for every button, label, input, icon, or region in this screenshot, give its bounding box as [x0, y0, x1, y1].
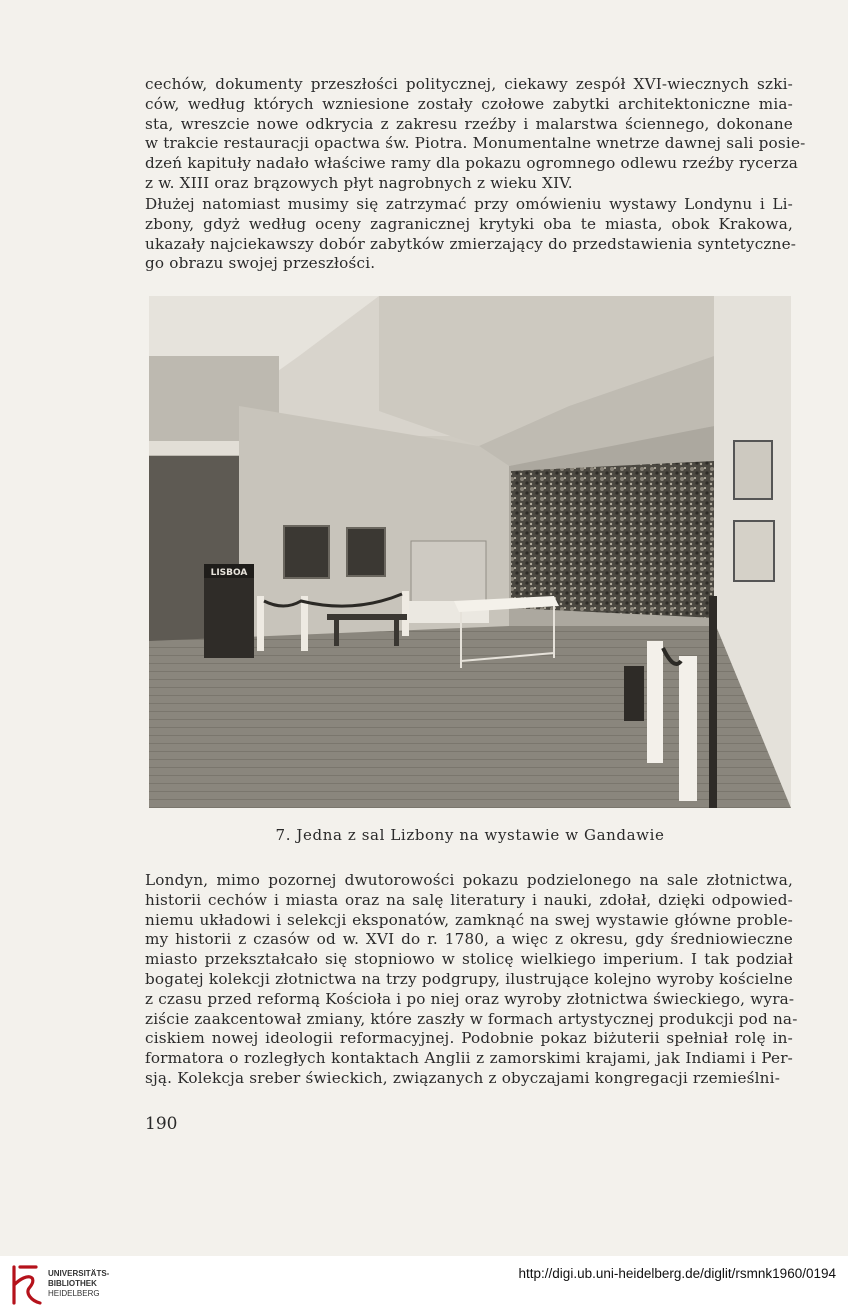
text-line: Londyn, mimo pozornej dwutorowości pokazu podzielonego na sale złotnictwa, — [145, 871, 793, 889]
text-line: my historii z czasów od w. XVI do r. 1780, a więc z okresu, gdy średniowieczne — [145, 930, 793, 949]
text-line: z w. XIII oraz brązowych płyt nagrobnych z wieku XIV. — [145, 173, 573, 192]
institution-line-2: BIBLIOTHEK — [48, 1279, 97, 1288]
text-line: dzeń kapituły nadało właściwe ramy dla pokazu ogromnego odlewu rzeźby rycerza — [145, 154, 799, 173]
text-line: w trakcie restauracji opactwa św. Piotra. Monumentalne wnetrze dawnej sali posie- — [145, 134, 806, 153]
text-line: niemu układowi i selekcji eksponatów, zamknąć na swej wystawie główne proble- — [145, 910, 793, 929]
text-line: sją. Kolekcja sreber świeckich, związanych z obyczajami kongregacji rzemieślni- — [145, 1068, 781, 1087]
institution-name — [48, 1269, 109, 1299]
text-line: miasto przekształcało się stopniowo w stolicę wielkiego imperium. I tak podział — [145, 950, 793, 969]
text-line: ciskiem nowej ideologii reformacyjnej. Podobnie pokaz biżuterii spełniał rolę in- — [145, 1029, 793, 1048]
text-line: ukazały najciekawszy dobór zabytków zmierzający do przedstawienia syntetyczne- — [145, 234, 797, 253]
source-url-link[interactable]: http://digi.ub.uni-heidelberg.de/diglit/rsmnk1960/0194 — [518, 1266, 836, 1281]
footer-bar — [0, 1256, 848, 1316]
exhibition-photo — [149, 296, 791, 808]
text-line: ców, według których wzniesione zostały czołowe zabytki architektoniczne mia- — [145, 94, 793, 113]
text-line: sta, wreszcie nowe odkrycia z zakresu rzeźby i malarstwa ściennego, dokonane — [145, 114, 793, 133]
lisboa-sign: LISBOA — [210, 568, 248, 578]
text-line: bogatej kolekcji złotnictwa na trzy podgrupy, ilustrujące kolejno wyroby kościelne — [145, 969, 793, 988]
text-line: ziście zaakcentował zmiany, które zaszły w formach artystycznej produkcji pod na- — [145, 1009, 798, 1028]
text-line: zbony, gdyż według oceny zagranicznej krytyki oba te miasta, obok Krakowa, — [145, 214, 793, 233]
page-number: 190 — [145, 1114, 178, 1134]
text-line: cechów, dokumenty przeszłości politycznej, ciekawy zespół XVI-wiecznych szki- — [145, 75, 793, 93]
paragraph-3 — [145, 871, 798, 1089]
paragraph-2 — [145, 195, 797, 274]
institution-line-1: UNIVERSITÄTS- — [48, 1269, 110, 1278]
text-line: Dłużej natomiast musimy się zatrzymać przy omówieniu wystawy Londynu i Li- — [145, 195, 793, 213]
text-line: z czasu przed reformą Kościoła i po niej oraz wyroby złotnictwa świeckiego, wyra- — [145, 989, 795, 1008]
institution-line-3: HEIDELBERG — [48, 1289, 100, 1298]
paragraph-1 — [145, 75, 806, 194]
heidelberg-library-logo-icon — [10, 1263, 44, 1307]
text-line: go obrazu swojej przeszłości. — [145, 254, 376, 273]
text-line: formatora o rozległych kontaktach Anglii z zamorskimi krajami, jak Indiami i Per- — [145, 1049, 793, 1068]
figure-caption: 7. Jedna z sal Lizbony na wystawie w Gandawie — [275, 826, 665, 844]
text-line: historii cechów i miasta oraz na salę literatury i nauki, zdołał, dzięki odpowied- — [145, 890, 793, 909]
